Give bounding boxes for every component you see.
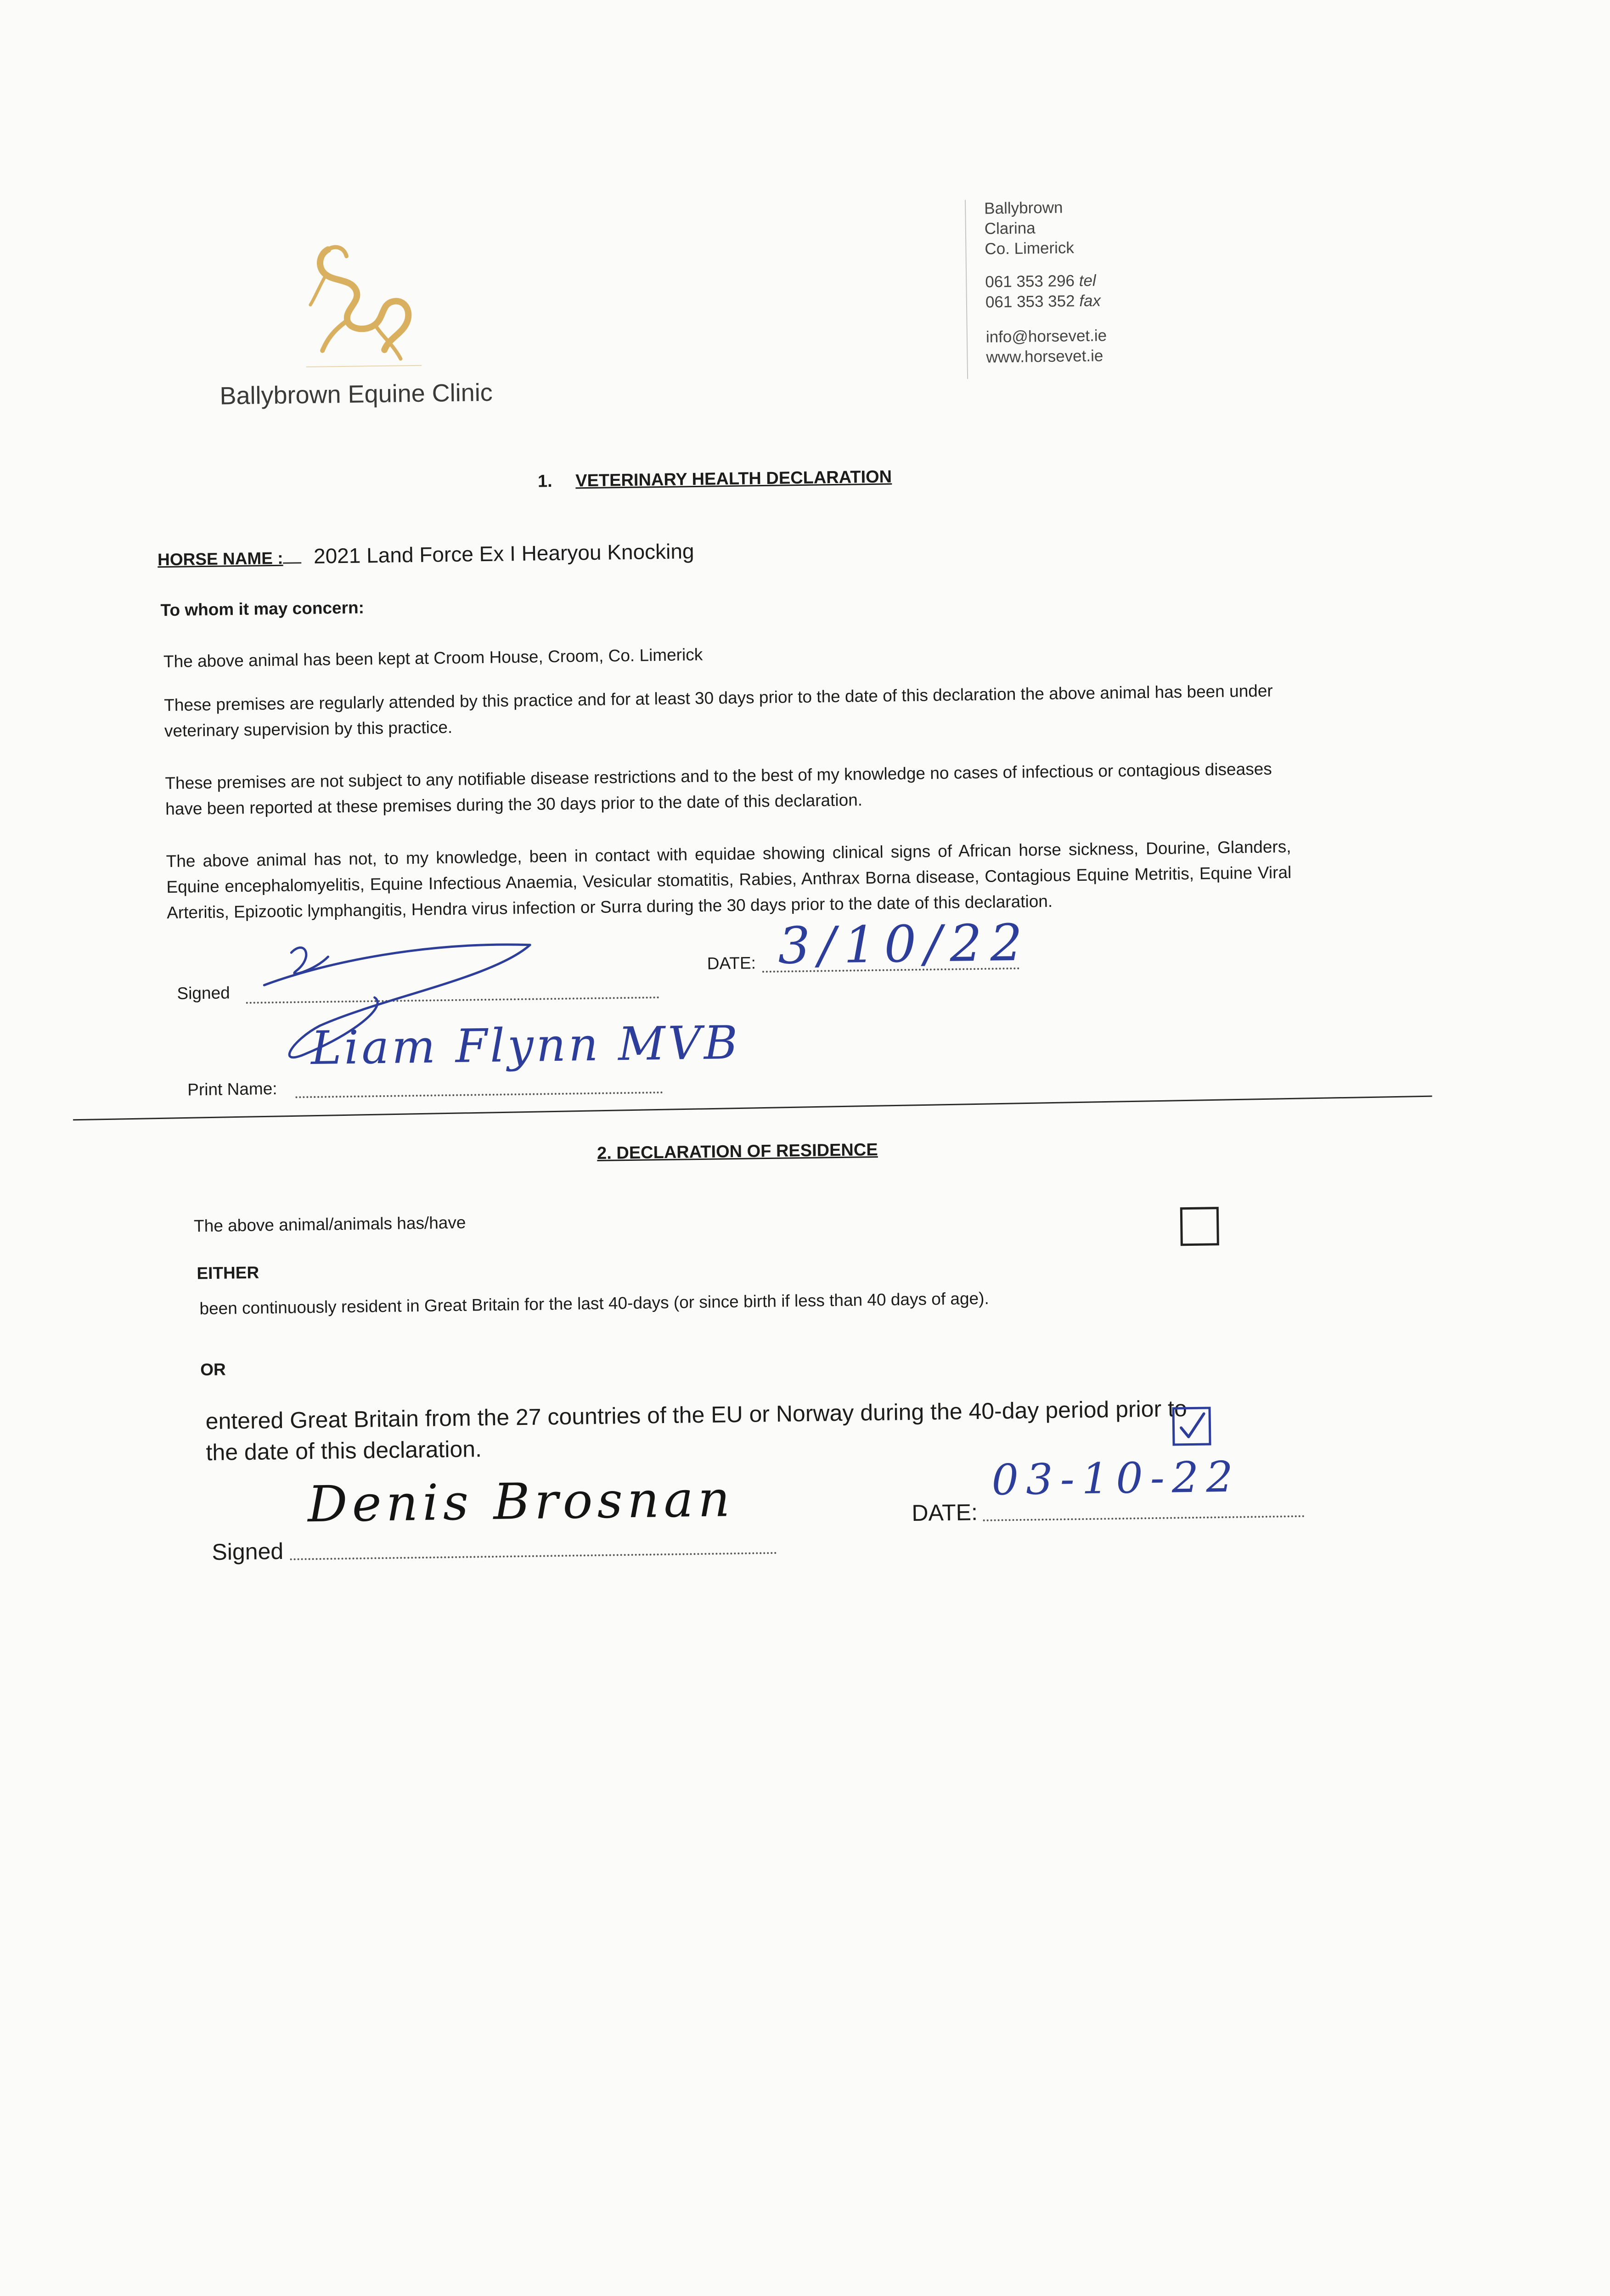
residence-intro: The above animal/animals has/have — [193, 1213, 466, 1236]
section1-title-text: VETERINARY HEALTH DECLARATION — [575, 467, 892, 491]
section1-number: 1. — [537, 472, 552, 491]
either-text: been continuously resident in Great Britain for the last 40-days (or since birth if less than 40 days of age). — [199, 1289, 989, 1318]
telephone-number: 061 353 296 — [985, 272, 1075, 291]
paragraph-kept-at: The above animal has been kept at Croom House, Croom, Co. Limerick — [163, 645, 703, 671]
letterhead-divider — [965, 200, 968, 379]
salutation: To whom it may concern: — [160, 598, 365, 620]
fax-number: 061 353 352 — [985, 292, 1075, 311]
paragraph-no-contact: The above animal has not, to my knowledge, been in contact with equidae showing clinical signs of African horse sickness, Dourine, Glanders, Equine encephalomyelitis, Equine Infectious Anaemia, Vesicular stomatitis, Rabies, Anthrax Borna disease, Contagious Equine Metritis, Equine Viral Arteritis, Epizootic lymphangitis, Hendra virus infection or Surra during the 30 days prior to the date of this declaration. — [166, 837, 1292, 923]
horse-name-value: 2021 Land Force Ex I Hearyou Knocking — [313, 539, 694, 568]
telephone — [985, 272, 1096, 292]
date-line-2 — [983, 1515, 1305, 1521]
either-checkbox[interactable] — [1180, 1207, 1219, 1246]
fax — [985, 292, 1101, 311]
section1-title — [538, 467, 892, 491]
date-label-1: DATE: — [707, 953, 756, 973]
or-checkbox[interactable] — [1172, 1407, 1211, 1446]
print-name-value: Liam Flynn MVB — [310, 1015, 741, 1075]
either-label: EITHER — [197, 1263, 259, 1283]
or-text-line-2: the date of this declaration. — [206, 1436, 482, 1466]
signature-line-2 — [290, 1552, 777, 1560]
email: info@horsevet.ie — [985, 326, 1107, 346]
checkmark-icon — [1177, 1411, 1208, 1443]
or-text-line-1: entered Great Britain from the 27 countries of the EU or Norway during the 40-day period prior to — [205, 1396, 1188, 1435]
or-label: OR — [200, 1360, 226, 1379]
paragraph-no-restrictions: These premises are not subject to any notifiable disease restrictions and to the best of my knowledge no cases of infectious or contagious diseases have been reported at these premises during the 30 days prior to the date of this declaration. — [165, 759, 1272, 819]
horse-name-label-text: HORSE NAME : — [157, 548, 283, 569]
horse-logo-icon — [300, 235, 426, 374]
clinic-name: Ballybrown Equine Clinic — [220, 378, 493, 410]
horse-name-label — [158, 548, 302, 569]
paragraph-attended: These premises are regularly attended by this practice and for at least 30 days prior to the date of this declaration the above animal has been under veterinary supervision by this practice. — [163, 681, 1273, 741]
address-line-1: Ballybrown — [984, 198, 1063, 218]
owner-signature: Denis Brosnan — [307, 1470, 735, 1534]
date-value-1: 3/10/22 — [777, 913, 1031, 975]
date-label-2: DATE: — [912, 1499, 978, 1526]
telephone-suffix: tel — [1079, 271, 1096, 290]
address-line-3: Co. Limerick — [985, 239, 1075, 258]
website: www.horsevet.ie — [986, 347, 1103, 366]
print-name-label: Print Name: — [187, 1079, 277, 1099]
vet-signature-icon — [236, 926, 560, 1100]
signed-label-1: Signed — [177, 983, 230, 1003]
address-line-2: Clarina — [984, 219, 1036, 238]
fax-suffix: fax — [1079, 292, 1101, 310]
horse-name-blank — [283, 562, 302, 564]
signed-label-2: Signed — [212, 1538, 284, 1565]
date-value-2: 03-10-22 — [991, 1452, 1241, 1505]
section2-title: 2. DECLARATION OF RESIDENCE — [597, 1140, 878, 1163]
